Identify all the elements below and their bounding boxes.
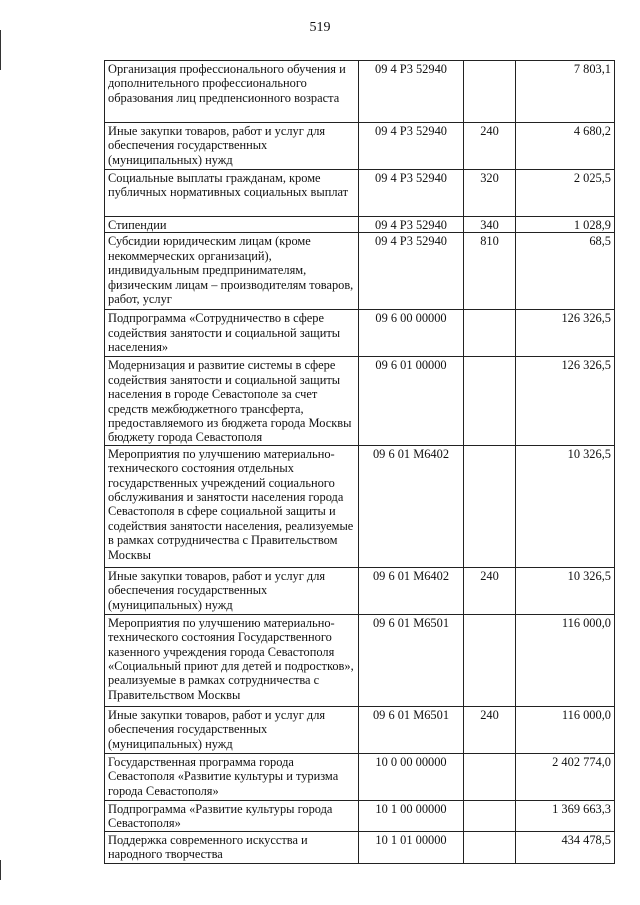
row-code-cell: 09 4 P3 52940 (359, 61, 464, 123)
row-code-cell: 09 6 01 M6402 (359, 445, 464, 567)
row-name-cell: Стипендии (105, 217, 359, 233)
row-type-cell (464, 445, 516, 567)
table-row (105, 567, 615, 614)
row-type-cell (464, 614, 516, 706)
row-name-cell: Подпрограмма «Развитие культуры города Севастополя» (105, 800, 359, 831)
table-row (105, 445, 615, 567)
row-type-cell (464, 357, 516, 445)
table-row (105, 753, 615, 800)
row-code-cell: 09 4 P3 52940 (359, 217, 464, 233)
row-name-cell: Социальные выплаты гражданам, кроме публичных нормативных социальных выплат (105, 170, 359, 217)
row-name-cell: Государственная программа города Севастополя «Развитие культуры и туризма города Севастополя» (105, 753, 359, 800)
row-type-cell (464, 753, 516, 800)
row-code-cell: 09 4 P3 52940 (359, 123, 464, 170)
table-row (105, 217, 615, 233)
row-type-cell: 240 (464, 567, 516, 614)
row-name-cell: Субсидии юридическим лицам (кроме некоммерческих организаций), индивидуальным предпринимателям, физическим лицам – производителям товаров, работ, услуг (105, 233, 359, 310)
row-type-cell (464, 61, 516, 123)
table-row (105, 800, 615, 831)
row-name-cell: Иные закупки товаров, работ и услуг для обеспечения государственных (муниципальных) нужд (105, 567, 359, 614)
row-code-cell: 09 4 P3 52940 (359, 170, 464, 217)
row-code-cell: 10 1 00 00000 (359, 800, 464, 831)
scan-edge-mark (0, 860, 1, 880)
row-code-cell: 09 6 00 00000 (359, 310, 464, 357)
row-code-cell: 10 0 00 00000 (359, 753, 464, 800)
table-row (105, 170, 615, 217)
row-name-cell: Подпрограмма «Сотрудничество в сфере содействия занятости и социальной защиты населения» (105, 310, 359, 357)
row-code-cell: 09 6 01 M6402 (359, 567, 464, 614)
row-amount-cell: 68,5 (516, 233, 615, 310)
table-row (105, 310, 615, 357)
row-amount-cell: 10 326,5 (516, 445, 615, 567)
row-amount-cell: 4 680,2 (516, 123, 615, 170)
table-row (105, 61, 615, 123)
row-amount-cell: 2 402 774,0 (516, 753, 615, 800)
table-row (105, 233, 615, 310)
row-amount-cell: 434 478,5 (516, 831, 615, 863)
table-row (105, 123, 615, 170)
row-amount-cell: 2 025,5 (516, 170, 615, 217)
row-type-cell: 240 (464, 123, 516, 170)
row-name-cell: Иные закупки товаров, работ и услуг для обеспечения государственных (муниципальных) нужд (105, 706, 359, 753)
table-row (105, 706, 615, 753)
row-code-cell: 09 6 01 M6501 (359, 614, 464, 706)
row-amount-cell: 1 028,9 (516, 217, 615, 233)
page-number: 519 (309, 20, 331, 35)
row-amount-cell: 126 326,5 (516, 310, 615, 357)
row-type-cell: 340 (464, 217, 516, 233)
row-code-cell: 10 1 01 00000 (359, 831, 464, 863)
row-name-cell: Иные закупки товаров, работ и услуг для обеспечения государственных (муниципальных) нужд (105, 123, 359, 170)
row-name-cell: Поддержка современного искусства и народного творчества (105, 831, 359, 863)
row-type-cell: 810 (464, 233, 516, 310)
row-code-cell: 09 6 01 M6501 (359, 706, 464, 753)
table-row (105, 614, 615, 706)
row-amount-cell: 7 803,1 (516, 61, 615, 123)
row-type-cell (464, 800, 516, 831)
row-amount-cell: 116 000,0 (516, 614, 615, 706)
row-amount-cell: 126 326,5 (516, 357, 615, 445)
row-amount-cell: 116 000,0 (516, 706, 615, 753)
row-code-cell: 09 4 P3 52940 (359, 233, 464, 310)
row-name-cell: Модернизация и развитие системы в сфере содействия занятости и социальной защиты населения в городе Севастополе за счет средств межбюджетного трансферта, предоставляемого из бюджета города Москвы бюджету города Севастополя (105, 357, 359, 445)
row-type-cell: 240 (464, 706, 516, 753)
row-name-cell: Организация профессионального обучения и дополнительного профессионального образования лиц предпенсионного возраста (105, 61, 359, 123)
table-row (105, 831, 615, 863)
row-amount-cell: 1 369 663,3 (516, 800, 615, 831)
scan-edge-mark (0, 30, 1, 70)
budget-table (104, 60, 615, 864)
row-name-cell: Мероприятия по улучшению материально-технического состояния отдельных государственных учреждений социального обслуживания и занятости населения города Севастополя в сфере социальной защиты и содействия занятости населения, реализуемые в рамках сотрудничества с Правительством Москвы (105, 445, 359, 567)
budget-table-body (105, 61, 615, 864)
table-row (105, 357, 615, 445)
row-code-cell: 09 6 01 00000 (359, 357, 464, 445)
row-type-cell: 320 (464, 170, 516, 217)
row-amount-cell: 10 326,5 (516, 567, 615, 614)
row-name-cell: Мероприятия по улучшению материально-технического состояния Государственного казенного учреждения города Севастополя «Социальный приют для детей и подростков», реализуемые в рамках сотрудничества с Правительством Москвы (105, 614, 359, 706)
row-type-cell (464, 831, 516, 863)
row-type-cell (464, 310, 516, 357)
